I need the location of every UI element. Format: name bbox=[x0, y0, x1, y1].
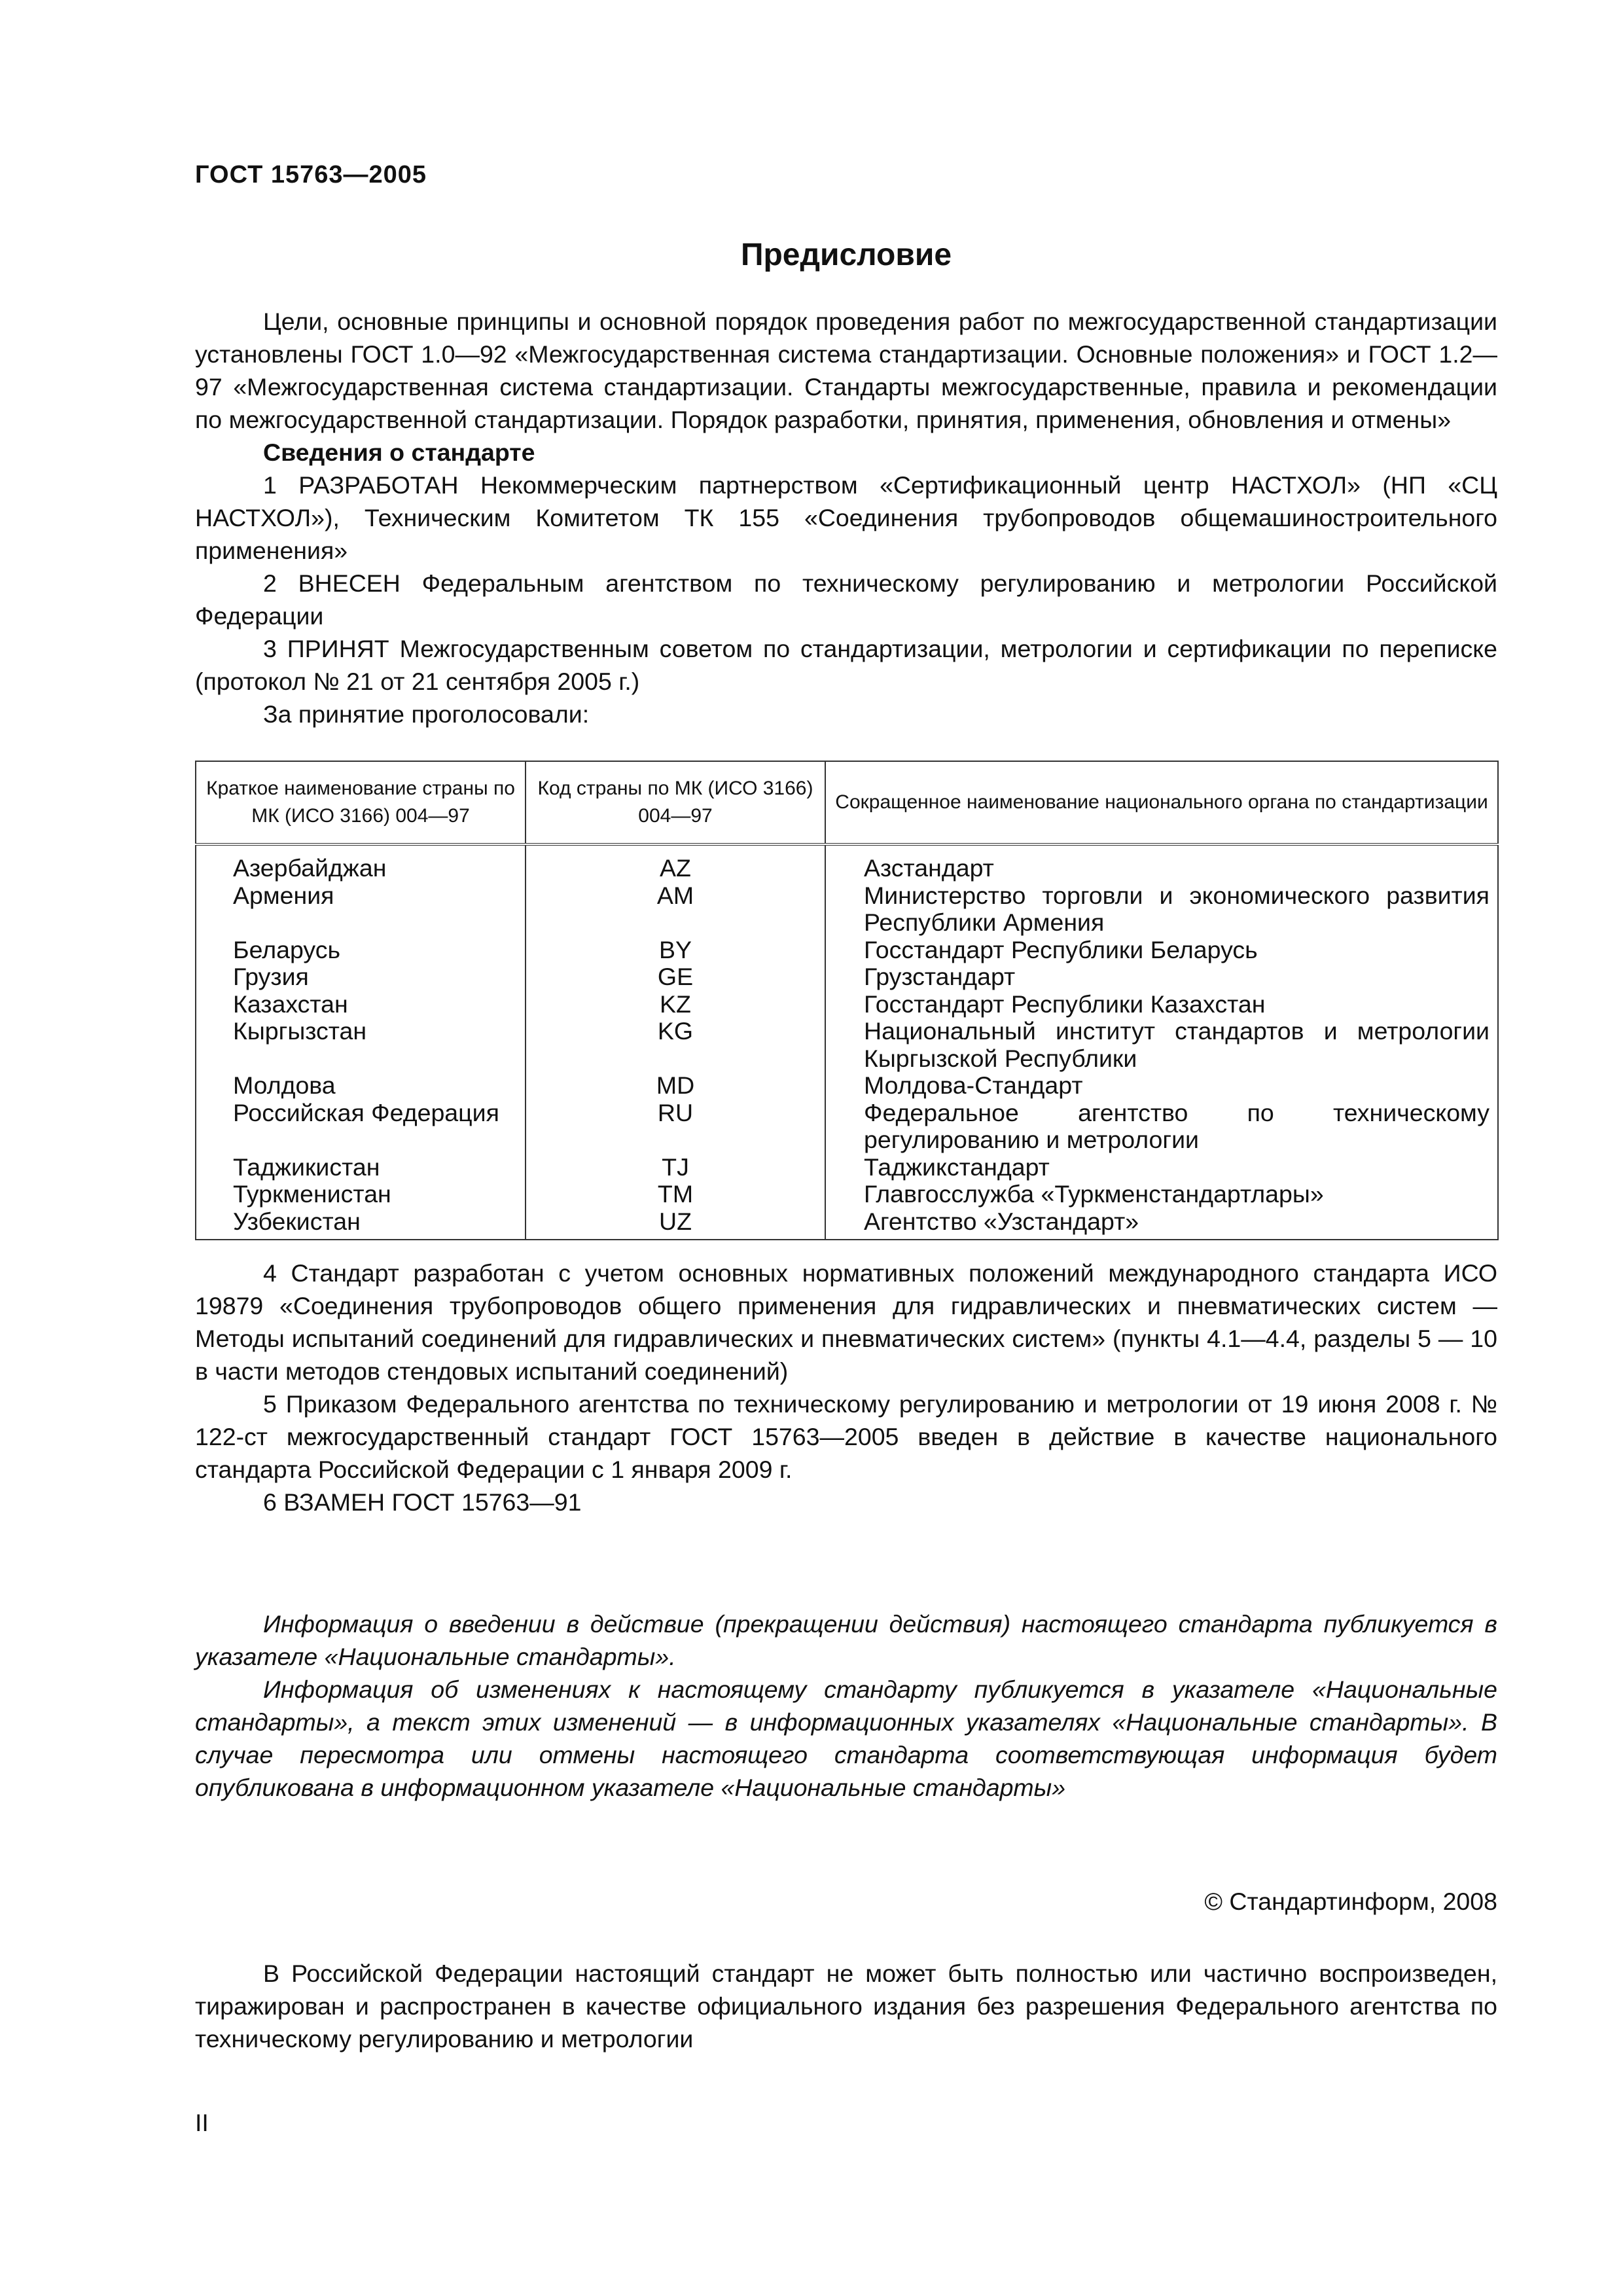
cell-code: AM bbox=[526, 882, 825, 937]
cell-organization: Молдова-Стандарт bbox=[825, 1072, 1498, 1100]
info-heading: Сведения о стандарте bbox=[263, 439, 535, 466]
table-row bbox=[196, 963, 1498, 991]
cell-country: Беларусь bbox=[196, 937, 526, 964]
table-row bbox=[196, 1072, 1498, 1100]
cell-code: TJ bbox=[526, 1154, 825, 1181]
cell-country: Узбекистан bbox=[196, 1208, 526, 1240]
cell-code: BY bbox=[526, 937, 825, 964]
cell-country: Кыргызстан bbox=[196, 1018, 526, 1072]
cell-country: Таджикистан bbox=[196, 1154, 526, 1181]
intro-block bbox=[195, 305, 1497, 730]
copyright-line: © Стандартинформ, 2008 bbox=[1204, 1888, 1497, 1915]
table-row bbox=[196, 882, 1498, 937]
voting-table-wrap bbox=[195, 761, 1497, 1240]
item-2: 2 ВНЕСЕН Федеральным агентством по техническому регулированию и метрологии Российской Федерации bbox=[195, 569, 1497, 630]
table-header-row bbox=[196, 761, 1498, 844]
cell-code: TM bbox=[526, 1181, 825, 1208]
table-row bbox=[196, 1154, 1498, 1181]
cell-code: KG bbox=[526, 1018, 825, 1072]
cell-code: AZ bbox=[526, 844, 825, 882]
cell-code: MD bbox=[526, 1072, 825, 1100]
cell-organization: Грузстандарт bbox=[825, 963, 1498, 991]
publication-notice bbox=[195, 1607, 1497, 1804]
header-code: Код страны по МК (ИСО 3166) 004—97 bbox=[526, 761, 825, 844]
restriction-paragraph: В Российской Федерации настоящий стандарт не может быть полностью или частично воспроизведен, тиражирован и распространен в качестве официального издания без разрешения Федерального агентства по техническому регулированию и метрологии bbox=[195, 1960, 1497, 2053]
voting-table bbox=[195, 761, 1499, 1240]
table-row bbox=[196, 1018, 1498, 1072]
cell-organization: Госстандарт Республики Казахстан bbox=[825, 991, 1498, 1018]
cell-code: UZ bbox=[526, 1208, 825, 1240]
item-1: 1 РАЗРАБОТАН Некоммерческим партнерством «Сертификационный центр НАСТХОЛ» (НП «СЦ НАСТХОЛ»), Техническим Комитетом ТК 155 «Соединения трубопроводов общемашиностроительного применения» bbox=[195, 471, 1497, 564]
cell-organization: Таджикстандарт bbox=[825, 1154, 1498, 1181]
table-row bbox=[196, 1181, 1498, 1208]
item-6: 6 ВЗАМЕН ГОСТ 15763—91 bbox=[263, 1488, 582, 1516]
page-number: II bbox=[195, 2109, 209, 2136]
cell-organization: Азстандарт bbox=[825, 844, 1498, 882]
cell-organization: Министерство торговли и экономического развития Республики Армения bbox=[825, 882, 1498, 937]
cell-country: Азербайджан bbox=[196, 844, 526, 882]
notice-paragraph-1: Информация о введении в действие (прекращении действия) настоящего стандарта публикуется в указателе «Национальные стандарты». bbox=[195, 1610, 1497, 1670]
voted-label: За принятие проголосовали: bbox=[263, 700, 590, 728]
intro-paragraph: Цели, основные принципы и основной порядок проведения работ по межгосударственной стандартизации установлены ГОСТ 1.0—92 «Межгосударственная система стандартизации. Основные положения» и ГОСТ 1.2—97 «Межгосударственная система стандартизации. Стандарты межгосударственные, правила и рекомендации по межгосударственной стандартизации. Порядок разработки, принятия, применения, обновления и отмены» bbox=[195, 308, 1497, 433]
standard-code: ГОСТ 15763—2005 bbox=[195, 161, 427, 188]
cell-organization: Главгосслужба «Туркменстандартлары» bbox=[825, 1181, 1498, 1208]
items-after-table bbox=[195, 1257, 1497, 1518]
page-title: Предисловие bbox=[740, 238, 952, 272]
cell-organization: Национальный институт стандартов и метрологии Кыргызской Республики bbox=[825, 1018, 1498, 1072]
cell-code: RU bbox=[526, 1100, 825, 1154]
header-country: Краткое наименование страны по МК (ИСО 3166) 004—97 bbox=[196, 761, 526, 844]
item-3: 3 ПРИНЯТ Межгосударственным советом по стандартизации, метрологии и сертификации по переписке (протокол № 21 от 21 сентября 2005 г.) bbox=[195, 635, 1497, 695]
reproduction-restriction bbox=[195, 1957, 1497, 2055]
table-row bbox=[196, 1208, 1498, 1240]
cell-country: Российская Федерация bbox=[196, 1100, 526, 1154]
table-row bbox=[196, 1100, 1498, 1154]
cell-code: KZ bbox=[526, 991, 825, 1018]
cell-organization: Госстандарт Республики Беларусь bbox=[825, 937, 1498, 964]
cell-country: Туркменистан bbox=[196, 1181, 526, 1208]
item-5: 5 Приказом Федерального агентства по техническому регулированию и метрологии от 19 июня 2008 г. № 122-ст межгосударственный стандарт ГОСТ 15763—2005 введен в действие в качестве национального стандарта Российской Федерации с 1 января 2009 г. bbox=[195, 1390, 1497, 1483]
cell-organization: Агентство «Узстандарт» bbox=[825, 1208, 1498, 1240]
header-organization: Сокращенное наименование национального органа по стандартизации bbox=[825, 761, 1498, 844]
item-4: 4 Стандарт разработан с учетом основных нормативных положений международного стандарта ИСО 19879 «Соединения трубопроводов общего применения для гидравлических и пневматических систем — Методы испытаний соединений для гидравлических и пневматических систем» (пункты 4.1—4.4, разделы 5 — 10 в части методов стендовых испытаний соединений) bbox=[195, 1259, 1497, 1385]
table-row bbox=[196, 937, 1498, 964]
cell-country: Казахстан bbox=[196, 991, 526, 1018]
table-row bbox=[196, 844, 1498, 882]
cell-code: GE bbox=[526, 963, 825, 991]
cell-country: Армения bbox=[196, 882, 526, 937]
cell-country: Грузия bbox=[196, 963, 526, 991]
notice-paragraph-2: Информация об изменениях к настоящему стандарту публикуется в указателе «Национальные стандарты», а текст этих изменений — в информационных указателях «Национальные стандарты». В случае пересмотра или отмены настоящего стандарта соответствующая информация будет опубликована в информационном указателе «Национальные стандарты» bbox=[195, 1676, 1497, 1801]
cell-organization: Федеральное агентство по техническому регулированию и метрологии bbox=[825, 1100, 1498, 1154]
cell-country: Молдова bbox=[196, 1072, 526, 1100]
table-row bbox=[196, 991, 1498, 1018]
